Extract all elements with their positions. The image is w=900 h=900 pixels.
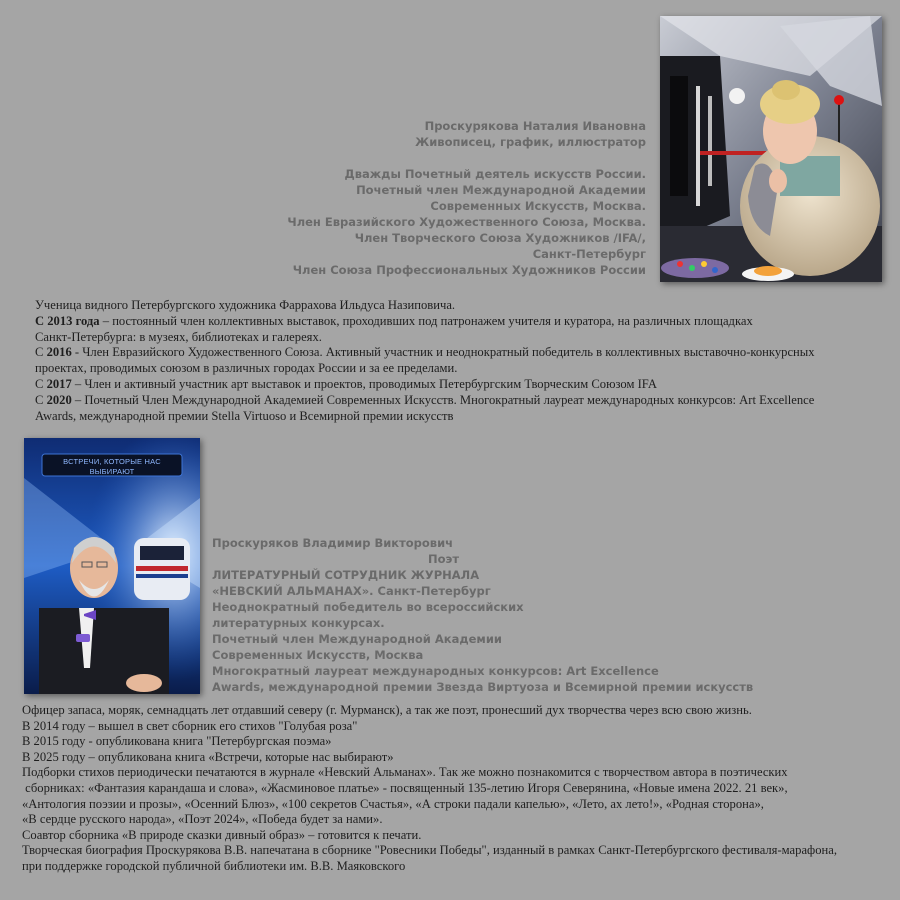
vladimir-profession: Поэт xyxy=(428,552,460,566)
natalia-title: Член Союза Профессиональных Художников России xyxy=(292,263,646,277)
vladimir-title: Почетный член Международной Академии xyxy=(212,632,502,646)
natalia-title: Современных Искусств, Москва. xyxy=(430,199,646,213)
natalia-title: Почетный член Международной Академии xyxy=(356,183,646,197)
natalia-title: Санкт-Петербург xyxy=(532,247,646,261)
bio-2016-label: 2016 xyxy=(46,345,72,360)
vladimir-title: Awards, международной премии Звезда Виртуоза и Всемирной премии искусств xyxy=(212,680,754,694)
bio-2017-label: 2017 xyxy=(46,376,72,391)
vladimir-title: Многократный лауреат международных конкурсов: Art Excellence xyxy=(212,664,659,678)
bio-2013-text: – постоянный член коллективных выставок, проходивших под патронажем учителя и куратора, на различных площадках xyxy=(99,313,753,328)
bio-2013-cont: Санкт-Петербурга: в музеях, библиотеках и галереях. xyxy=(35,329,322,344)
natalia-header xyxy=(286,118,646,278)
bio-2017-text: – Член и активный участник арт выставок и проектов, проводимых Петербургским Творческим Союзом IFA xyxy=(71,376,657,391)
book-banner-text: ВСТРЕЧИ, КОТОРЫЕ НАС ВЫБИРАЮТ xyxy=(63,457,161,476)
vladimir-biography xyxy=(22,703,892,875)
bio-2013-label: С 2013 года xyxy=(35,313,100,328)
bio-2020 xyxy=(35,393,855,425)
bio-2020-text: – Почетный Член Международной Академией Современных Искусств. Многократный лауреат международных конкурсов: Art Excellence Awards, международной премии Stella Virtuoso и Всемирной премии искусств xyxy=(35,392,815,423)
natalia-profession: Живописец, график, иллюстратор xyxy=(415,135,646,149)
natalia-portrait-image xyxy=(660,16,882,282)
vbio-line: Подборки стихов периодически печатаются в журнале «Невский Альманах». Так же можно познакомится с творчеством автора в поэтических xyxy=(22,765,788,780)
bio-2013 xyxy=(35,314,855,330)
vladimir-title: Современных Искусств, Москва xyxy=(212,648,424,662)
bio-2016 xyxy=(35,345,855,377)
natalia-name: Проскурякова Наталия Ивановна xyxy=(424,119,646,133)
vbio-line: Офицер запаса, моряк, семнадцать лет отдавший северу (г. Мурманск), а так же поэт, пронесший дух творчества через всю свою жизнь. xyxy=(22,703,752,717)
bio-2020-label: 2020 xyxy=(46,392,72,407)
vbio-line: В 2015 году - опубликована книга "Петербургская поэма» xyxy=(22,734,332,749)
vladimir-portrait-image xyxy=(24,438,200,694)
vladimir-title: «НЕВСКИЙ АЛЬМАНАХ». Санкт-Петербург xyxy=(212,584,491,598)
vbio-line: «В сердце русского народа», «Поэт 2024», «Победа будет за нами». xyxy=(22,812,383,827)
natalia-title: Член Творческого Союза Художников /IFA/, xyxy=(354,231,646,245)
bio-intro: Ученица видного Петербургского художника Фаррахова Ильдуса Назиповича. xyxy=(35,298,456,312)
bio-2017 xyxy=(35,377,855,393)
vbio-line: сборниках: «Фантазия карандаша и слова», «Жасминовое платье» - посвященный 135-летию Игоря Северянина, «Новые имена 2022. 21 век», xyxy=(22,780,788,795)
vladimir-title: Неоднократный победитель во всероссийских xyxy=(212,600,524,614)
bio-2017-prefix: С xyxy=(35,376,47,391)
vladimir-title: ЛИТЕРАТУРНЫЙ СОТРУДНИК ЖУРНАЛА xyxy=(212,568,480,582)
vbio-line: при поддержке городской публичной библиотеки им. В.В. Маяковского xyxy=(22,858,406,873)
natalia-title: Дважды Почетный деятель искусств России. xyxy=(344,167,646,181)
vladimir-name: Проскуряков Владимир Викторович xyxy=(212,536,454,550)
bio-2020-prefix: С xyxy=(35,392,47,407)
vbio-line: В 2014 году – вышел в свет сборник его стихов "Голубая роза" xyxy=(22,718,358,733)
vladimir-header xyxy=(212,535,772,695)
bio-2016-text: - Член Евразийского Художественного Союза. Активный участник и неоднократный победитель в коллективных выставочно-конкурсных проектах, проводимых союзом в различных городах России и за ее пределами. xyxy=(35,345,815,376)
vbio-line: Творческая биография Проскурякова В.В. напечатана в сборнике "Ровесники Победы", изданный в рамках Санкт-Петербургского фестиваля-марафона, xyxy=(22,843,837,858)
vladimir-title: литературных конкурсах. xyxy=(212,616,385,630)
vbio-line: В 2025 году – опубликована книга «Встречи, которые нас выбирают» xyxy=(22,749,394,764)
natalia-biography xyxy=(35,298,855,424)
vbio-line: Соавтор сборника «В природе сказки дивный образ» – готовится к печати. xyxy=(22,827,422,842)
bio-2016-prefix: С xyxy=(35,345,47,360)
natalia-title: Член Евразийского Художественного Союза, Москва. xyxy=(287,215,646,229)
vbio-line: «Антология поэзии и прозы», «Осенний Блюз», «100 секретов Счастья», «А строки падали капелью», «Лето, ах лето!», «Родная сторона», xyxy=(22,796,764,811)
